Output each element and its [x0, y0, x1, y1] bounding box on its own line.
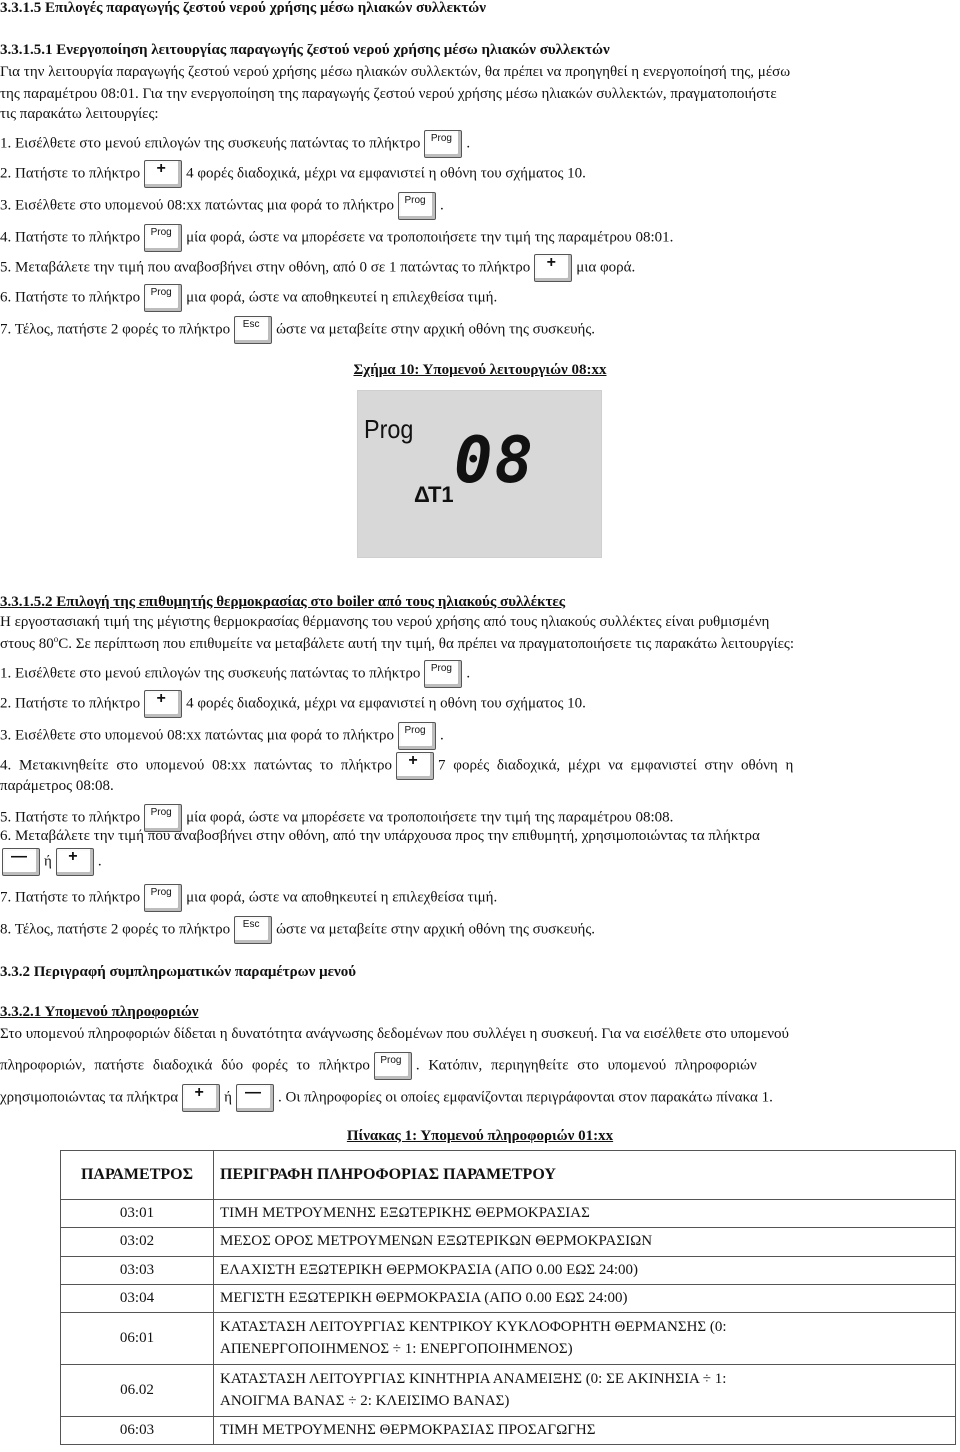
section-heading-3-3-1-5-2: 3.3.1.5.2 Επιλογή της επιθυμητής θερμοκρασίας στο boiler από τους ηλιακούς συλλέκτες: [0, 594, 566, 610]
param-desc-line: ΑΝΟΙΓΜΑ ΒΑΝΑΣ ÷ 2: ΚΛΕΙΣΙΜΟ ΒΑΝΑΣ): [220, 1392, 510, 1409]
step-text: 7. Τέλος, πατήστε 2 φορές το πλήκτρο: [0, 321, 231, 338]
plus-key-icon: +: [396, 752, 434, 780]
step-text: .: [440, 727, 444, 744]
step-text: 4. Μετακινηθείτε στο υπομενού 08:xx πατώντας το πλήκτρο: [0, 757, 393, 774]
prog-key-icon: Prog: [144, 884, 182, 912]
step-5: [0, 254, 960, 282]
step-text: 3. Εισέλθετε στο υπομενού 08:xx πατώντας μια φορά το πλήκτρο: [0, 197, 395, 214]
minus-key-icon: —: [2, 848, 40, 876]
step-6: [0, 284, 960, 312]
intro-line: στους 80$^o$C. Σε περίπτωση που επιθυμείτε να μεταβάλετε αυτή την τιμή, θα πρέπει να πραγματοποιήσετε τις παρακάτω λειτουργίες:: [0, 634, 794, 652]
param-code: 03:02: [61, 1228, 214, 1256]
minus-key-icon: —: [236, 1084, 274, 1112]
section-heading-3-3-2-1: 3.3.2.1 Υπομενού πληροφοριών: [0, 1004, 199, 1020]
intro-line: Η εργοστασιακή τιμή της μέγιστης θερμοκρασίας θέρμανσης του νερού χρήσης από τους ηλιακούς συλλέκτες είναι ρυθμισμένη: [0, 614, 770, 630]
table-row: [61, 1417, 956, 1445]
param-desc: [214, 1313, 956, 1365]
step-7: [0, 884, 960, 912]
step-text: ώστε να μεταβείτε στην αρχική οθόνη της συσκευής.: [276, 321, 596, 338]
step-text: ή: [224, 1089, 232, 1106]
paragraph-line: Στο υπομενού πληροφοριών δίδεται η δυνατότητα ανάγνωσης δεδομένων που συλλέγει η συσκευή. Για να εισέλθετε στο υπομενού: [0, 1026, 789, 1042]
step-text: 2. Πατήστε το πλήκτρο: [0, 695, 141, 712]
figure-caption: Σχήμα 10: Υπομενού λειτουργιών 08:xx: [353, 362, 607, 378]
table-row: [61, 1228, 956, 1256]
step-text: 8. Τέλος, πατήστε 2 φορές το πλήκτρο: [0, 921, 231, 938]
step-7: [0, 316, 960, 344]
intro-line: της παραμέτρου 08:01. Για την ενεργοποίηση της παραγωγής ζεστού νερού χρήσης μέσω ηλιακών συλλεκτών, πραγματοποιήστε: [0, 86, 777, 102]
table-row: [61, 1313, 956, 1365]
intro-line: τις παρακάτω λειτουργίες:: [0, 106, 159, 122]
step-text: . Οι πληροφορίες οι οποίες εμφανίζονται περιγράφονται στον παρακάτω πίνακα 1.: [277, 1089, 773, 1106]
step-text: πληροφοριών, πατήστε διαδοχικά δύο φορές το πλήκτρο: [0, 1057, 370, 1074]
plus-key-icon: +: [144, 690, 182, 718]
param-desc-line: ΚΑΤΑΣΤΑΣΗ ΛΕΙΤΟΥΡΓΙΑΣ ΚΙΝΗΤΗΡΙΑ ΑΝΑΜΕΙΞΗΣ (0: ΣΕ ΑΚΙΝΗΣΙΑ ÷ 1:: [220, 1371, 727, 1388]
prog-key-icon: Prog: [144, 284, 182, 312]
step-text: 5. Μεταβάλετε την τιμή που αναβοσβήνει στην οθόνη, από 0 σε 1 πατώντας το πλήκτρο: [0, 259, 531, 276]
esc-key-icon: Esc: [234, 916, 272, 944]
plus-key-icon: +: [182, 1084, 220, 1112]
esc-key-icon: Esc: [234, 316, 272, 344]
prog-key-icon: Prog: [144, 804, 182, 832]
param-desc: [214, 1365, 956, 1417]
step-2: [0, 160, 960, 188]
table-header-param: ΠΑΡΑΜΕΤΡΟΣ: [61, 1151, 214, 1200]
step-text: 2. Πατήστε το πλήκτρο: [0, 165, 141, 182]
step-text: 4 φορές διαδοχικά, μέχρι να εμφανιστεί η οθόνη του σχήματος 10.: [186, 695, 586, 712]
step-4-continued: παράμετρος 08:08.: [0, 778, 114, 794]
param-desc-line: ΑΠΕΝΕΡΓΟΠΟΙΗΜΕΝΟΣ ÷ 1: ΕΝΕΡΓΟΠΟΙΗΜΕΝΟΣ): [220, 1340, 573, 1357]
param-desc: ΤΙΜΗ ΜΕΤΡΟΥΜΕΝΗΣ ΘΕΡΜΟΚΡΑΣΙΑΣ ΠΡΟΣΑΓΩΓΗΣ: [214, 1417, 956, 1445]
step-3: [0, 192, 960, 220]
display-dt1-label: ΔΤ1: [414, 482, 454, 507]
plus-key-icon: +: [144, 160, 182, 188]
step-text: .: [466, 665, 471, 682]
step-text: μία φορά, ώστε να μπορέσετε να τροποποιήσετε την τιμή της παραμέτρου 08:01.: [186, 229, 674, 246]
param-code: 03:04: [61, 1284, 214, 1312]
section-heading-3-3-1-5: 3.3.1.5 Επιλογές παραγωγής ζεστού νερού χρήσης μέσω ηλιακών συλλεκτών: [0, 0, 486, 16]
prog-key-icon: Prog: [374, 1052, 412, 1080]
step-8: [0, 916, 960, 944]
step-text: 6. Πατήστε το πλήκτρο: [0, 289, 141, 306]
prog-key-icon: Prog: [398, 192, 436, 220]
step-text: 1. Εισέλθετε στο μενού επιλογών της συσκευής πατώντας το πλήκτρο: [0, 665, 421, 682]
step-text: 4. Πατήστε το πλήκτρο: [0, 229, 141, 246]
table-header-row: [61, 1151, 956, 1200]
step-text: 7. Πατήστε το πλήκτρο: [0, 889, 141, 906]
param-desc: ΕΛΑΧΙΣΤΗ ΕΞΩΤΕΡΙΚΗ ΘΕΡΜΟΚΡΑΣΙΑ (ΑΠΟ 0.00 ΕΩΣ 24:00): [214, 1256, 956, 1284]
step-6: 6. Μεταβάλετε την τιμή που αναβοσβήνει στην οθόνη, από την υπάρχουσα προς την επιθυμητή, χρησιμοποιώντας τα πλήκτρα: [0, 828, 760, 844]
param-desc: ΜΕΣΟΣ ΟΡΟΣ ΜΕΤΡΟΥΜΕΝΩΝ ΕΞΩΤΕΡΙΚΩΝ ΘΕΡΜΟΚΡΑΣΙΩΝ: [214, 1228, 956, 1256]
lcd-display-figure: [357, 390, 602, 558]
step-text: ή: [44, 853, 52, 870]
param-code: 06:01: [61, 1313, 214, 1365]
table-row: [61, 1284, 956, 1312]
prog-key-icon: Prog: [424, 660, 462, 688]
step-1: [0, 660, 960, 688]
param-desc: ΜΕΓΙΣΤΗ ΕΞΩΤΕΡΙΚΗ ΘΕΡΜΟΚΡΑΣΙΑ (ΑΠΟ 0.00 ΕΩΣ 24:00): [214, 1284, 956, 1312]
section-heading-3-3-1-5-1: 3.3.1.5.1 Ενεργοποίηση λειτουργίας παραγωγής ζεστού νερού χρήσης μέσω ηλιακών συλλεκτών: [0, 42, 610, 58]
prog-key-icon: Prog: [424, 130, 462, 158]
paragraph-line: [0, 1052, 960, 1080]
step-text: 5. Πατήστε το πλήκτρο: [0, 809, 141, 826]
table-row: [61, 1256, 956, 1284]
step-1: [0, 130, 960, 158]
step-text: μια φορά, ώστε να αποθηκευτεί η επιλεχθείσα τιμή.: [186, 289, 498, 306]
param-code: 03:01: [61, 1200, 214, 1228]
parameters-table: [60, 1150, 956, 1445]
step-3: [0, 722, 960, 750]
step-text: . Κατόπιν, περιηγηθείτε στο υπομενού πληροφοριών: [415, 1057, 757, 1074]
table-row: [61, 1365, 956, 1417]
table-header-desc: ΠΕΡΙΓΡΑΦΗ ΠΛΗΡΟΦΟΡΙΑΣ ΠΑΡΑΜΕΤΡΟΥ: [214, 1151, 956, 1200]
step-text: .: [440, 197, 444, 214]
table-row: [61, 1200, 956, 1228]
param-code: 03:03: [61, 1256, 214, 1284]
step-text: μια φορά, ώστε να αποθηκευτεί η επιλεχθείσα τιμή.: [186, 889, 498, 906]
step-text: .: [466, 135, 471, 152]
step-text: 3. Εισέλθετε στο υπομενού 08:xx πατώντας μια φορά το πλήκτρο: [0, 727, 395, 744]
plus-key-icon: +: [56, 848, 94, 876]
step-text: μια φορά.: [576, 259, 636, 276]
display-prog-label: Prog: [364, 414, 414, 444]
paragraph-line: [0, 1084, 960, 1112]
prog-key-icon: Prog: [398, 722, 436, 750]
param-code: 06.02: [61, 1365, 214, 1417]
step-6-keys: [0, 848, 960, 876]
table-caption: Πίνακας 1: Υπομενού πληροφοριών 01:xx: [346, 1128, 614, 1144]
step-text: χρησιμοποιώντας τα πλήκτρα: [0, 1089, 179, 1106]
step-2: [0, 690, 960, 718]
step-text: .: [97, 853, 102, 870]
param-code: 06:03: [61, 1417, 214, 1445]
step-text: ώστε να μεταβείτε στην αρχική οθόνη της συσκευής.: [276, 921, 596, 938]
section-heading-3-3-2: 3.3.2 Περιγραφή συμπληρωματικών παραμέτρων μενού: [0, 964, 357, 980]
param-desc: ΤΙΜΗ ΜΕΤΡΟΥΜΕΝΗΣ ΕΞΩΤΕΡΙΚΗΣ ΘΕΡΜΟΚΡΑΣΙΑΣ: [214, 1200, 956, 1228]
param-desc-line: ΚΑΤΑΣΤΑΣΗ ΛΕΙΤΟΥΡΓΙΑΣ ΚΕΝΤΡΙΚΟΥ ΚΥΚΛΟΦΟΡΗΤΗ ΘΕΡΜΑΝΣΗΣ (0:: [220, 1319, 727, 1336]
step-4: [0, 224, 960, 252]
intro-line: Για την λειτουργία παραγωγής ζεστού νερού χρήσης μέσω ηλιακών συλλεκτών, θα πρέπει να προηγηθεί η ενεργοποίησή της, μέσω: [0, 64, 791, 80]
step-text: 1. Εισέλθετε στο μενού επιλογών της συσκευής πατώντας το πλήκτρο: [0, 135, 421, 152]
step-text: μία φορά, ώστε να μπορέσετε να τροποποιήσετε την τιμή της παραμέτρου 08:08.: [186, 809, 674, 826]
plus-key-icon: +: [534, 254, 572, 282]
display-digits: 08: [454, 424, 536, 498]
prog-key-icon: Prog: [144, 224, 182, 252]
step-text: 7 φορές διαδοχικά, μέχρι να εμφανιστεί στην οθόνη η: [438, 757, 794, 774]
step-text: 4 φορές διαδοχικά, μέχρι να εμφανιστεί η οθόνη του σχήματος 10.: [186, 165, 586, 182]
